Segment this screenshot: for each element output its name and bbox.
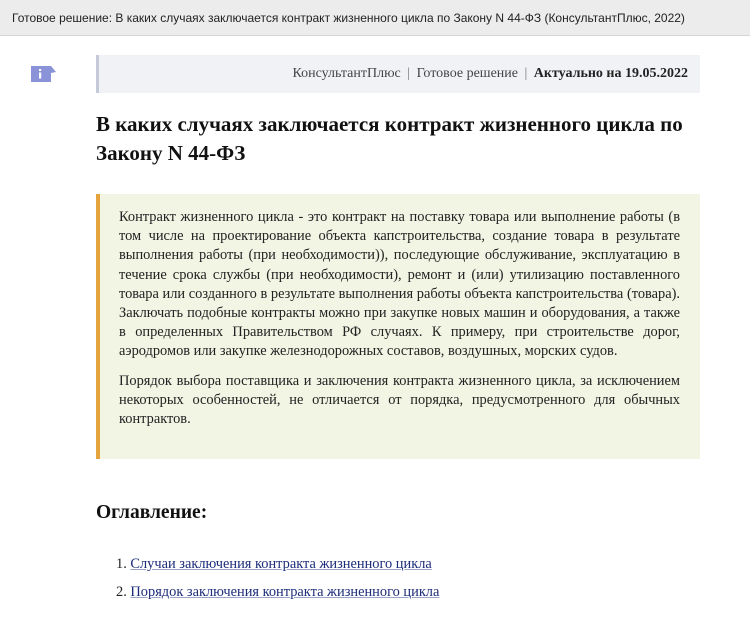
toc-list [96,554,439,610]
toc-item-number: 1. [116,556,127,572]
summary-paragraph: Контракт жизненного цикла - это контракт на поставку товара или выполнение работы (в том числе на проектирование объекта капстроительства, создание товара в результате выполнения работы (при необходимости)), последующие обслуживание, эксплуатацию в течение срока службы (при необходимости), ремонт и (или) утилизацию поставленного товара или созданного в результате выполнения работы объекта капстроительства (товара). Заключать подобные контракты можно при закупке новых машин и оборудования, а также в определенных Правительством РФ случаях. К примеру, при строительстве дорог, аэродромов или закупке железнодорожных составов, воздушных, морских судов. [119,209,680,360]
header-separator: | [524,66,528,81]
document-header [96,55,700,93]
toc-heading: Оглавление: [96,502,208,523]
header-separator: | [407,66,411,81]
window-title: Готовое решение: В каких случаях заключается контракт жизненного цикла по Закону N 44-ФЗ (КонсультантПлюс, 2022) [0,0,750,36]
summary-paragraph: Порядок выбора поставщика и заключения контракта жизненного цикла, за исключением некоторых особенностей, не отличается от порядка, предусмотренного для обычных контрактов. [119,372,680,428]
header-status: Актуально на 19.05.2022 [533,66,688,81]
header-doc-type: Готовое решение [416,66,518,81]
summary-box [96,194,700,459]
toc-item-number: 2. [116,584,127,600]
toc-item [96,554,439,582]
toc-link-procedure[interactable]: Порядок заключения контракта жизненного цикла [130,584,440,600]
header-source: КонсультантПлюс [292,66,401,81]
info-bookmark-icon[interactable] [29,64,57,84]
toc-link-cases[interactable]: Случаи заключения контракта жизненного цикла [130,556,432,572]
toc-item [96,582,439,610]
page-title: В каких случаях заключается контракт жизненного цикла по Закону N 44-ФЗ [96,112,683,165]
